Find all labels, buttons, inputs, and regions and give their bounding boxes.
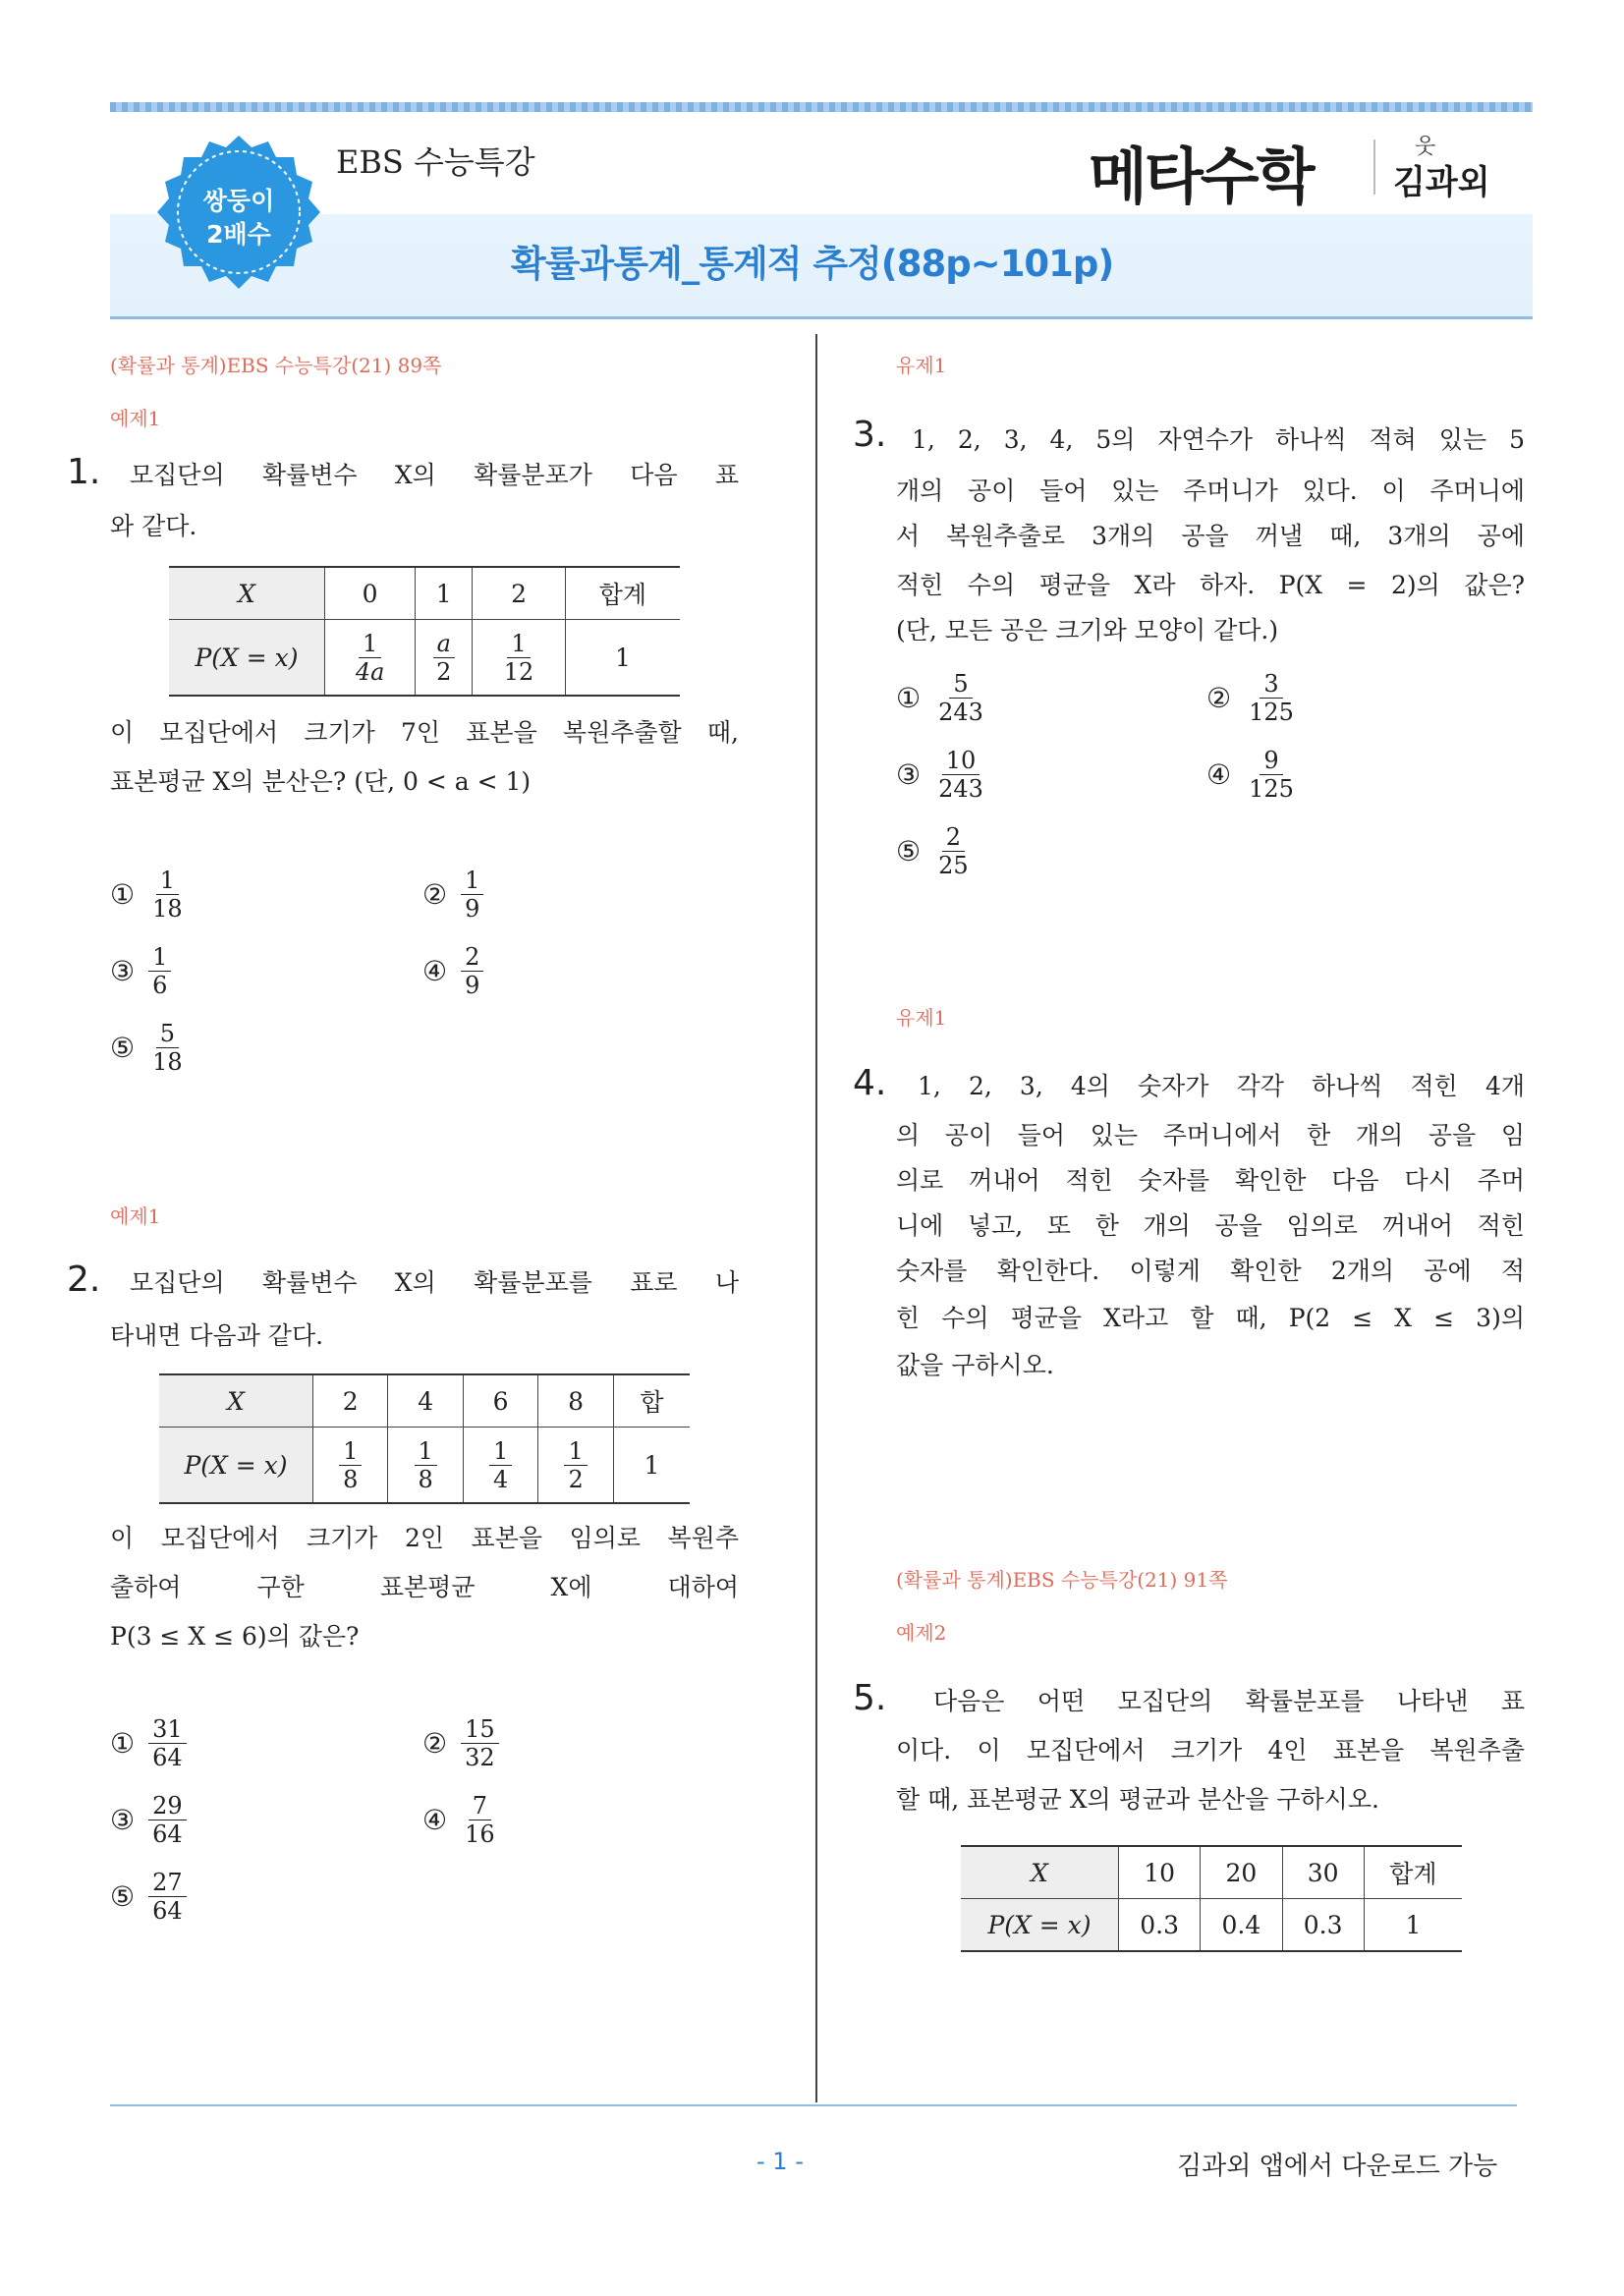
fraction: $\frac{1}{12}$ bbox=[503, 629, 534, 686]
question-text: 표본평균 X의 분산은? (단, 0 < a < 1) bbox=[110, 767, 532, 796]
table-header: 6 bbox=[463, 1374, 537, 1428]
question-number: 1. bbox=[67, 452, 101, 492]
question-number: 4. bbox=[853, 1063, 887, 1103]
question-text: 1, 2, 3, 4의 숫자가 각각 하나씩 적힌 4개 bbox=[918, 1072, 1525, 1100]
question-text: 힌 수의 평균을 X라고 할 때, P(2 ≤ X ≤ 3)의 bbox=[896, 1304, 1525, 1332]
table-total: 1 bbox=[565, 620, 680, 697]
question-text: P(3 ≤ X ≤ 6)의 값은? bbox=[110, 1622, 360, 1651]
answer-choice[interactable]: ③ $\frac{10}{243}$ bbox=[896, 747, 983, 803]
question-text: 타내면 다음과 같다. bbox=[110, 1321, 324, 1350]
source-label: (확률과 통계)EBS 수능특강(21) 89쪽 bbox=[110, 354, 442, 377]
answer-choice[interactable]: ① $\frac{31}{64}$ bbox=[110, 1715, 187, 1771]
table-header: 10 bbox=[1119, 1846, 1201, 1899]
question-text: 의로 꺼내어 적힌 숫자를 확인한 다음 다시 주머 bbox=[896, 1166, 1525, 1195]
table-header: 2 bbox=[473, 567, 566, 620]
question-text: 개의 공이 들어 있는 주머니가 있다. 이 주머니에 bbox=[896, 476, 1525, 505]
table-header: 합계 bbox=[565, 567, 680, 620]
table-header: 0 bbox=[325, 567, 416, 620]
question-number: 5. bbox=[853, 1678, 887, 1718]
answer-choice[interactable]: ④ $\frac{9}{125}$ bbox=[1206, 747, 1294, 803]
question-text: 적힌 수의 평균을 X라 하자. P(X = 2)의 값은? bbox=[896, 571, 1525, 599]
logo-divider bbox=[1373, 140, 1375, 195]
table-header: 합 bbox=[613, 1374, 690, 1428]
fraction: $\frac{1}{4}$ bbox=[489, 1437, 512, 1493]
question-text: 출하여 구한 표본평균 X에 대하여 bbox=[110, 1573, 739, 1601]
fraction: $\frac{1}{8}$ bbox=[339, 1437, 362, 1493]
probability-table bbox=[159, 1373, 690, 1504]
table-header: 4 bbox=[388, 1374, 463, 1428]
question-text: 서 복원추출로 3개의 공을 꺼낼 때, 3개의 공에 bbox=[896, 522, 1525, 550]
table-cell: 0.4 bbox=[1201, 1899, 1282, 1952]
fraction: $\frac{1}{2}$ bbox=[564, 1437, 587, 1493]
table-header: 2 bbox=[313, 1374, 388, 1428]
question-text: 와 같다. bbox=[110, 512, 197, 540]
badge-seal-icon bbox=[155, 134, 322, 301]
question-text: 이다. 이 모집단에서 크기가 4인 표본을 복원추출 bbox=[896, 1736, 1525, 1764]
answer-choice[interactable]: ③ $\frac{1}{6}$ bbox=[110, 943, 171, 999]
header-stripe bbox=[110, 102, 1533, 112]
question-text: 이 모집단에서 크기가 7인 표본을 복원추출할 때, bbox=[110, 718, 739, 747]
answer-choice[interactable]: ④ $\frac{7}{16}$ bbox=[422, 1792, 495, 1848]
table-cell: 1 bbox=[1364, 1899, 1462, 1952]
question-text: 다음은 어떤 모집단의 확률분포를 나타낸 표 bbox=[933, 1687, 1525, 1715]
person-icon: 웃 bbox=[1415, 135, 1436, 159]
answer-choice[interactable]: ② $\frac{15}{32}$ bbox=[422, 1715, 499, 1771]
answer-choice[interactable]: ① $\frac{1}{18}$ bbox=[110, 867, 183, 923]
source-label: (확률과 통계)EBS 수능특강(21) 91쪽 bbox=[896, 1568, 1228, 1592]
table-header: 30 bbox=[1282, 1846, 1364, 1899]
series-name: EBS 수능특강 bbox=[336, 143, 535, 181]
question-text: 이 모집단에서 크기가 2인 표본을 임의로 복원추 bbox=[110, 1524, 739, 1552]
answer-choice[interactable]: ④ $\frac{2}{9}$ bbox=[422, 943, 483, 999]
page-title: 확률과통계_통계적 추정(88p~101p) bbox=[511, 243, 1114, 285]
question-text: 니에 넣고, 또 한 개의 공을 임의로 꺼내어 적힌 bbox=[896, 1211, 1525, 1240]
answer-choice[interactable]: ① $\frac{5}{243}$ bbox=[896, 670, 983, 726]
question-text: 숫자를 확인한다. 이렇게 확인한 2개의 공에 적 bbox=[896, 1257, 1525, 1285]
answer-choice[interactable]: ⑤ $\frac{5}{18}$ bbox=[110, 1020, 183, 1076]
probability-table bbox=[961, 1845, 1462, 1952]
question-text: 모집단의 확률변수 X의 확률분포를 표로 나 bbox=[130, 1268, 739, 1297]
table-header: X bbox=[1031, 1858, 1048, 1887]
question-text: 모집단의 확률변수 X의 확률분포가 다음 표 bbox=[130, 461, 739, 489]
probability-table bbox=[169, 566, 680, 697]
badge-line-2: 2배수 bbox=[206, 220, 271, 249]
table-row-label: P(X = x) bbox=[184, 1450, 288, 1480]
fraction: $\frac{1}{4a}$ bbox=[355, 629, 385, 686]
problem-tag: 예제1 bbox=[110, 1204, 161, 1228]
answer-choice[interactable]: ⑤ $\frac{2}{25}$ bbox=[896, 823, 969, 879]
brand-logo-sub: 김과외 bbox=[1393, 163, 1490, 202]
question-number: 3. bbox=[853, 415, 887, 455]
table-header: X bbox=[238, 579, 255, 608]
problem-tag: 예제1 bbox=[110, 407, 161, 430]
table-row-label: P(X = x) bbox=[195, 643, 299, 672]
problem-tag: 예제2 bbox=[896, 1621, 947, 1645]
download-note: 김과외 앱에서 다운로드 가능 bbox=[1177, 2152, 1498, 2181]
answer-choice[interactable]: ⑤ $\frac{27}{64}$ bbox=[110, 1869, 187, 1925]
footer-divider bbox=[110, 2104, 1517, 2106]
brand-logo: 메타수학 bbox=[1089, 140, 1313, 212]
table-row-label: P(X = x) bbox=[987, 1910, 1092, 1939]
table-cell: 0.3 bbox=[1119, 1899, 1201, 1952]
table-header: 1 bbox=[416, 567, 473, 620]
question-text: 할 때, 표본평균 X의 평균과 분산을 구하시오. bbox=[896, 1785, 1379, 1814]
answer-choice[interactable]: ② $\frac{3}{125}$ bbox=[1206, 670, 1294, 726]
problem-tag: 유제1 bbox=[896, 354, 947, 377]
question-number: 2. bbox=[67, 1260, 101, 1300]
table-total: 1 bbox=[613, 1428, 690, 1504]
question-text: 값을 구하시오. bbox=[896, 1351, 1054, 1379]
table-header: 8 bbox=[538, 1374, 613, 1428]
answer-choice[interactable]: ② $\frac{1}{9}$ bbox=[422, 867, 483, 923]
problem-tag: 유제1 bbox=[896, 1006, 947, 1030]
answer-choice[interactable]: ③ $\frac{29}{64}$ bbox=[110, 1792, 187, 1848]
question-text: (단, 모든 공은 크기와 모양이 같다.) bbox=[896, 616, 1279, 644]
table-cell: 0.3 bbox=[1282, 1899, 1364, 1952]
badge-line-1: 쌍둥이 bbox=[202, 187, 275, 215]
table-header: 합계 bbox=[1364, 1846, 1462, 1899]
fraction: $\frac{a}{2}$ bbox=[432, 630, 455, 686]
table-header: X bbox=[227, 1386, 245, 1416]
fraction: $\frac{1}{8}$ bbox=[415, 1437, 437, 1493]
page-number: - 1 - bbox=[756, 2148, 804, 2175]
question-text: 1, 2, 3, 4, 5의 자연수가 하나씩 적혀 있는 5 bbox=[912, 425, 1525, 454]
column-divider bbox=[815, 334, 817, 2102]
question-text: 의 공이 들어 있는 주머니에서 한 개의 공을 임 bbox=[896, 1121, 1525, 1149]
table-header: 20 bbox=[1201, 1846, 1282, 1899]
